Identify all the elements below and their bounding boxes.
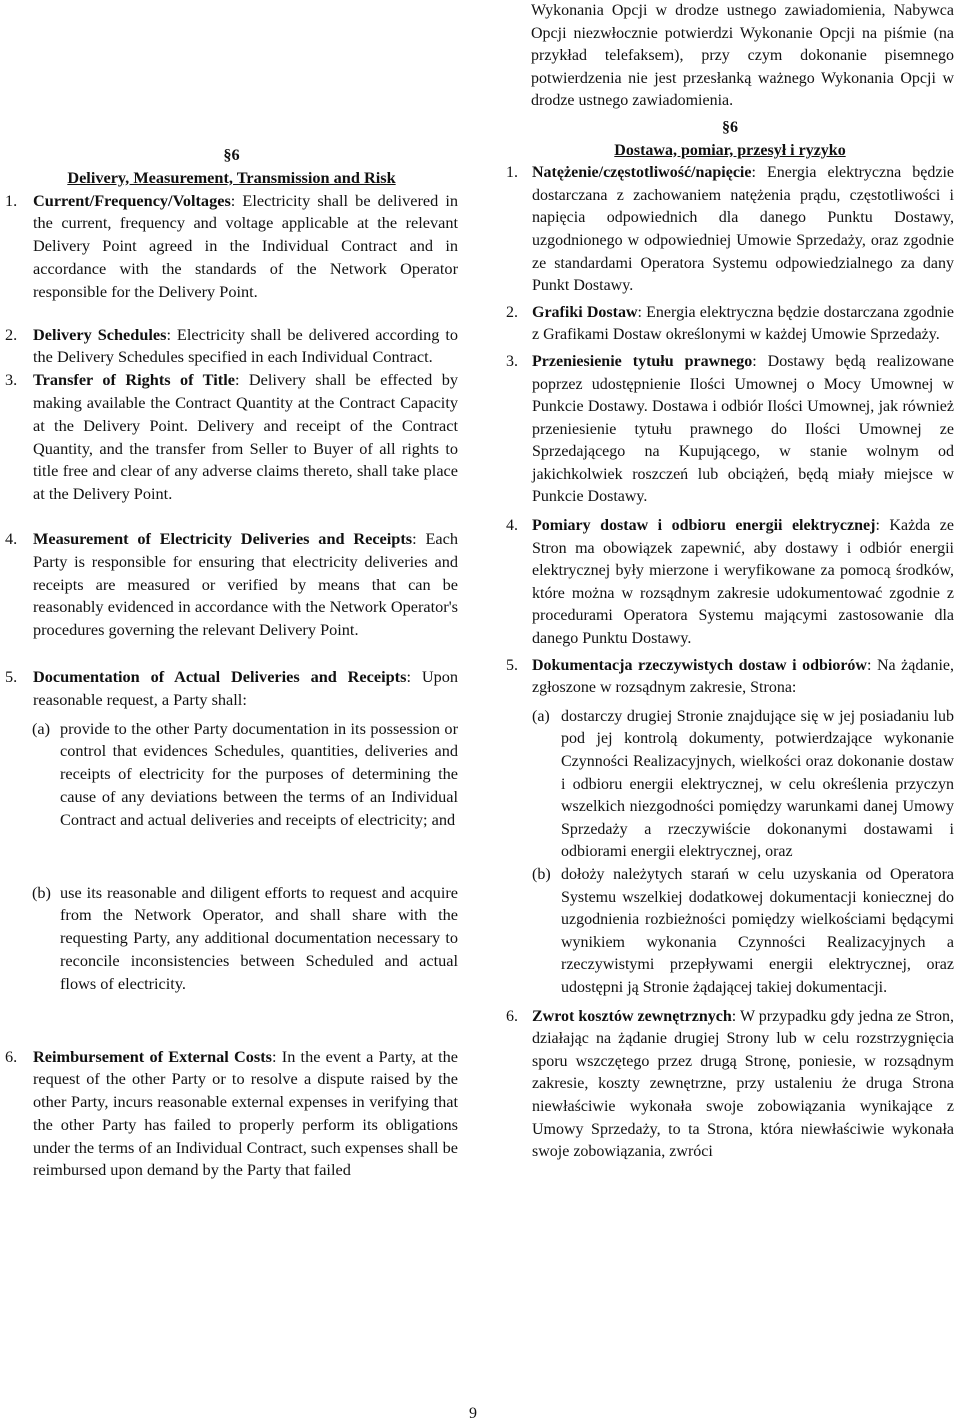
clause-heading: Grafiki Dostaw: [532, 303, 638, 321]
clause-text: : Energia elektryczna będzie dostarczana zgodnie z Grafikami Dostaw określonymi w każdej Umowie Sprzedaży.: [532, 303, 954, 344]
clause-heading: Przeniesienie tytułu prawnego: [532, 352, 753, 370]
subclause-text: provide to the other Party documentation in its possession or control that evidences Schedules, quantities, deliveries and receipts of electricity for the purposes of determining the cause of any deviations between the terms of an Individual Contract and actual deliveries and receipts of electricity; and: [60, 718, 458, 829]
clause-text: : Upon reasonable request, a Party shall:: [33, 666, 458, 709]
clause-text: : W przypadku gdy jedna ze Stron, działając na żądanie drugiej Strony lub w celu rozstrzygnięcia sporu wszczętego przez drugą Stronę, poniesie, w rozsądnym zakresie, koszty zewnętrzne, przy ustaleniu że druga Strona niewłaściwie wykonała swoje zobowiązania wynikające z Umowy Sprzedaży, to ta Strona, która niewłaściwie wykonała swoje zobowiązania, zwróci: [532, 1007, 954, 1161]
clause-3: 3. Przeniesienie tytułu prawnego: Dostawy będą realizowane poprzez udostępnienie Ilości Umownej o Mocy Umownej w Punkcie Dostawy. Dostawa i odbiór Ilości Umownej, jak również przeniesienie tytułu prawnego do Ilości Umownej ze Sprzedającego na Kupującego, w stanie wolnym od jakichkolwiek roszczeń lub obciążeń, będą miały miejsce w Punkcie Dostawy.: [506, 352, 955, 506]
clause-1: 1. Current/Frequency/Voltages: Electricity shall be delivered in the current, frequency and voltage applicable at the relevant Delivery Point agreed in the Individual Contract and in accordance with the standards of the Network Operator responsible for the Delivery Point.: [5, 190, 458, 301]
section-title: Dostawa, pomiar, przesył i ryzyko: [614, 141, 846, 159]
clause-text: : Delivery shall be effected by making available the Contract Quantity at the Contract Capacity at the Delivery Point. Delivery and receipt of the Contract Quantity, and the transfer from Seller to Buyer of all rights to title free and clear of any adverse claims thereto, shall take place at the Delivery Point.: [33, 370, 458, 504]
clause-text: : Energia elektryczna będzie dostarczana z zachowaniem natężenia prądu, częstotliwości i napięcia odpowiednich dla danego Punktu Dostawy, uzgodnionego w odpowiedniej Umowie Sprzedaży, oraz zgodnie ze standardami Operatora Systemu odpowiedzialnego za dany Punkt Dostawy.: [532, 164, 954, 295]
english-column: [5, 0, 458, 1182]
clause-2: 2. Grafiki Dostaw: Energia elektryczna będzie dostarczana zgodnie z Grafikami Dostaw określonymi w każdej Umowie Sprzedaży.: [506, 303, 954, 344]
clause-1: 1. Natężenie/częstotliwość/napięcie: Energia elektryczna będzie dostarczana z zachowaniem natężenia prądu, częstotliwości i napięcia odpowiednich dla danego Punktu Dostawy, uzgodnionego w odpowiedniej Umowie Sprzedaży, oraz zgodnie ze standardami Operatora Systemu odpowiedzialnego za dany Punkt Dostawy.: [506, 164, 954, 295]
clause-6: 6. Zwrot kosztów zewnętrznych: W przypadku gdy jedna ze Stron, działając na żądanie drugiej Strony lub w celu rozstrzygnięcia sporu wszczętego przez drugą Stronę, poniesie, w rozsądnym zakresie, koszty zewnętrzne, przy ustaleniu że druga Strona niewłaściwie wykonała swoje zobowiązania wynikające z Umowy Sprzedaży, to ta Strona, która niewłaściwie wykonała swoje zobowiązania, zwróci: [506, 1007, 954, 1161]
clause-5: 5. Documentation of Actual Deliveries and Receipts: Upon reasonable request, a Party shall:: [5, 666, 458, 709]
subclause-a: (a) dostarczy drugiej Stronie znajdujące się w jej posiadaniu lub pod jej kontrolą dokumenty, potwierdzające wykonanie Czynności Realizacyjnych, wielkości oraz dokonanie dostaw i odbioru energii elektrycznej, w celu określenia przyczyn wszelkich niezgodności pomiędzy warunkami danej Umowy Sprzedaży a rzeczywiście dokonanymi dostawami i odbiorami energii elektrycznej, oraz: [532, 707, 954, 861]
subclause-text: dołoży należytych starań w celu uzyskania od Operatora Systemu wszelkiej dodatkowej dokumentacji koniecznej do uzgodnienia rozbieżności pomiędzy wielkościami będącymi wynikiem wykonania Czynności Realizacyjnych a rzeczywistymi przepływami energii elektrycznej, oraz udostępni ją Stronie żądającej takiej dokumentacji.: [561, 865, 954, 996]
clause-heading: Documentation of Actual Deliveries and Receipts: [33, 666, 407, 686]
clause-heading: Dokumentacja rzeczywistych dostaw i odbiorów: [532, 656, 867, 674]
clause-4: 4. Pomiary dostaw i odbioru energii elektrycznej: Każda ze Stron ma obowiązek zapewnić, aby dostawy i odbiór energii elektrycznej były mierzone i weryfikowane za pomocą środków, które można w rozsądnym zakresie udokumentować zgodnie z procedurami Operatora Systemu mającymi zastosowanie dla danego Punktu Dostawy.: [506, 517, 954, 648]
polish-column: [506, 0, 954, 1164]
clause-heading: Reimbursement of External Costs: [33, 1046, 273, 1066]
subclause-a: (a) provide to the other Party documentation in its possession or control that evidences Schedules, quantities, deliveries and receipts of electricity for the purposes of determining the cause of any deviations between the terms of an Individual Contract and actual deliveries and receipts of electricity; and: [32, 718, 458, 829]
clause-5: 5. Dokumentacja rzeczywistych dostaw i odbiorów: Na żądanie, zgłoszone w rozsądnym zakresie, Strona:: [506, 656, 954, 697]
clause-heading: Natężenie/częstotliwość/napięcie: [532, 164, 752, 182]
clause-text: : Na żądanie, zgłoszone w rozsądnym zakresie, Strona:: [532, 656, 954, 697]
clause-text: : Każda ze Stron ma obowiązek zapewnić, aby dostawy i odbiór energii elektrycznej były mierzone i weryfikowane za pomocą środków, które można w rozsądnym zakresie udokumentować zgodnie z procedurami Operatora Systemu mającymi zastosowanie dla danego Punktu Dostawy.: [532, 517, 954, 648]
clause-heading: Pomiary dostaw i odbioru energii elektrycznej: [532, 517, 876, 535]
clause-heading: Delivery Schedules: [33, 324, 167, 344]
clause-text: : Each Party is responsible for ensuring that electricity deliveries and receipts are measured or verified by means that can be reasonably evidenced in accordance with the Network Operator's procedures governing the relevant Delivery Point.: [33, 528, 458, 640]
subclause-text: use its reasonable and diligent efforts to request and acquire from the Network Operator, and shall share with the requesting Party, any additional documentation necessary to reconcile inconsistencies between Scheduled and actual flows of electricity.: [60, 882, 458, 993]
section-title: Delivery, Measurement, Transmission and Risk: [67, 167, 396, 187]
clause-2: 2. Delivery Schedules: Electricity shall be delivered according to the Delivery Schedules specified in each Individual Contract.: [5, 324, 458, 367]
intro-paragraph: Wykonania Opcji w drodze ustnego zawiadomienia, Nabywca Opcji niezwłocznie potwierdzi Wykonanie Opcji na piśmie (na przykład telefaksem), przy czym dokonanie pisemnego potwierdzenia nie jest przesłanką ważnego Wykonania Opcji w drodze ustnego zawiadomienia.: [531, 2, 954, 110]
subclause-text: dostarczy drugiej Stronie znajdujące się w jej posiadaniu lub pod jej kontrolą dokumenty, potwierdzające wykonanie Czynności Realizacyjnych, wielkości oraz dokonanie dostaw i odbioru energii elektrycznej, w celu określenia przyczyn wszelkich niezgodności pomiędzy warunkami danej Umowy Sprzedaży a rzeczywiście dokonanymi dostawami i odbiorami energii elektrycznej, oraz: [561, 707, 954, 861]
clause-text: : In the event a Party, at the request of the other Party or to resolve a dispute raised by the other Party, incurs reasonable external expenses in verifying that the other Party has failed to properly perform its obligations under the terms of an Individual Contract, such expenses shall be reimbursed upon demand by the Party that failed: [33, 1046, 458, 1180]
clause-text: : Dostawy będą realizowane poprzez udostępnienie Ilości Umownej o Mocy Umownej w Punkcie Dostawy. Dostawa i odbiór Ilości Umownej, jak również przeniesienie tytułu prawnego do Ilości Umownej ze Sprzedającego na Kupującego, w stanie wolnym od jakichkolwiek roszczeń lub obciążeń, będą miały miejsce w Punkcie Dostawy.: [532, 352, 955, 506]
subclause-b: (b) use its reasonable and diligent efforts to request and acquire from the Network Operator, and shall share with the requesting Party, any additional documentation necessary to reconcile inconsistencies between Scheduled and actual flows of electricity.: [32, 882, 458, 993]
subclause-b: (b) dołoży należytych starań w celu uzyskania od Operatora Systemu wszelkiej dodatkowej dokumentacji koniecznej do uzgodnienia rozbieżności pomiędzy wielkościami będącymi wynikiem wykonania Czynności Realizacyjnych a rzeczywistymi przepływami energii elektrycznej, oraz udostępni ją Stronie żądającej takiej dokumentacji.: [532, 865, 954, 996]
section-number: §6: [223, 145, 240, 164]
clause-6: 6. Reimbursement of External Costs: In the event a Party, at the request of the other Party or to resolve a dispute raised by the other Party, incurs reasonable external expenses in verifying that the other Party has failed to properly perform its obligations under the terms of an Individual Contract, such expenses shall be reimbursed upon demand by the Party that failed: [5, 1046, 458, 1180]
clause-text: : Electricity shall be delivered according to the Delivery Schedules specified in each Individual Contract.: [33, 324, 458, 367]
clause-4: 4. Measurement of Electricity Deliveries and Receipts: Each Party is responsible for ensuring that electricity deliveries and receipts are measured or verified by means that can be reasonably evidenced in accordance with the Network Operator's procedures governing the relevant Delivery Point.: [5, 528, 458, 640]
clause-heading: Current/Frequency/Voltages: [33, 190, 231, 210]
clause-heading: Measurement of Electricity Deliveries and Receipts: [33, 528, 413, 548]
clause-3: 3. Transfer of Rights of Title: Delivery shall be effected by making available the Contract Quantity at the Contract Capacity at the Delivery Point. Delivery and receipt of the Contract Quantity, and the transfer from Seller to Buyer of all rights to title free and clear of any adverse claims thereto, shall take place at the Delivery Point.: [5, 370, 458, 504]
page-number: 9: [469, 1405, 477, 1422]
section-number: §6: [722, 118, 738, 136]
clause-heading: Zwrot kosztów zewnętrznych: [532, 1007, 732, 1025]
clause-heading: Transfer of Rights of Title: [33, 370, 235, 390]
clause-text: : Electricity shall be delivered in the current, frequency and voltage applicable at the relevant Delivery Point agreed in the Individual Contract and in accordance with the standards of the Network Operator responsible for the Delivery Point.: [33, 190, 458, 301]
